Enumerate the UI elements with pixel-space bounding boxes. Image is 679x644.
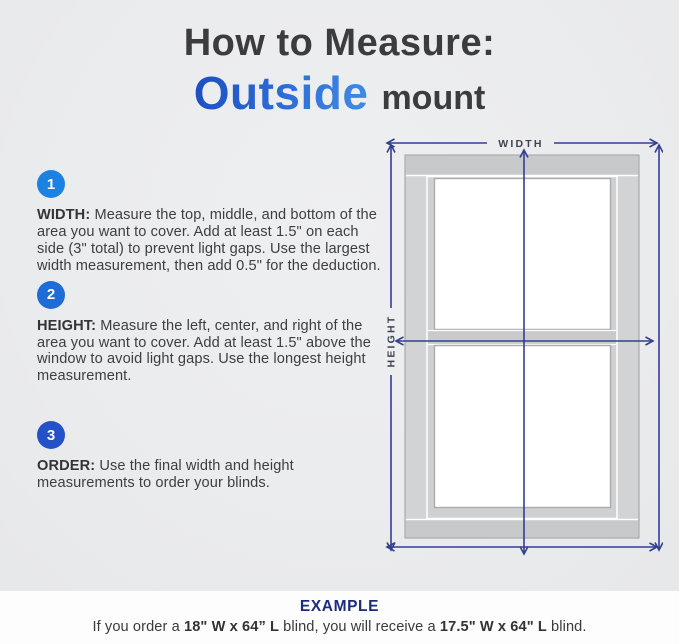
step-3-body: Use the final width and height measurements to order your blinds. <box>37 458 294 492</box>
instruction-steps <box>37 170 383 492</box>
example-heading: EXAMPLE <box>299 598 380 615</box>
middle-rail <box>428 331 616 344</box>
title-line1: How to Measure: <box>183 22 496 64</box>
window-frame <box>405 155 639 538</box>
step-2-label: HEIGHT: <box>37 317 97 334</box>
example-receive-size: 17.5" W x 64" L <box>439 619 547 635</box>
step-1-text <box>37 207 383 275</box>
step-3-label: ORDER: <box>37 458 96 475</box>
step-3-text <box>37 458 383 492</box>
example-order-size: 18" W x 64” L <box>184 619 280 635</box>
step-1-badge: 1 <box>37 170 65 198</box>
page-title <box>0 22 679 120</box>
step-2-text <box>37 318 383 386</box>
title-highlight-outside: Outside <box>193 67 369 119</box>
step-2-badge: 2 <box>37 281 65 309</box>
width-dimension-label: WIDTH <box>498 138 544 150</box>
example-sentence <box>0 619 679 635</box>
upper-window-pane <box>435 179 611 330</box>
lower-window-pane <box>435 346 611 508</box>
title-line2 <box>0 66 679 120</box>
step-width <box>37 170 383 275</box>
title-suffix-mount: mount <box>381 79 486 117</box>
step-order <box>37 421 383 492</box>
example-middle: blind, you will receive a <box>279 619 440 635</box>
example-prefix: If you order a <box>92 619 184 635</box>
step-2-body: Measure the left, center, and right of the area you want to cover. Add at least 1.5" above the window to avoid light gaps. Use the longest height measurement. <box>37 317 371 385</box>
step-1-label: WIDTH: <box>37 207 91 223</box>
example-suffix: blind. <box>546 619 587 635</box>
height-dimension-label: HEIGHT <box>385 314 398 368</box>
step-height <box>37 281 383 386</box>
step-1-body: Measure the top, middle, and bottom of the area you want to cover. Add at least 1.5" on each side (3" total) to prevent light gaps. Use the largest width measurement, then add 0.5" for the deduction. <box>37 207 381 274</box>
window-measure-diagram <box>383 133 663 563</box>
window-diagram-svg <box>383 133 663 563</box>
example-section <box>0 591 679 644</box>
step-3-badge: 3 <box>37 421 65 449</box>
